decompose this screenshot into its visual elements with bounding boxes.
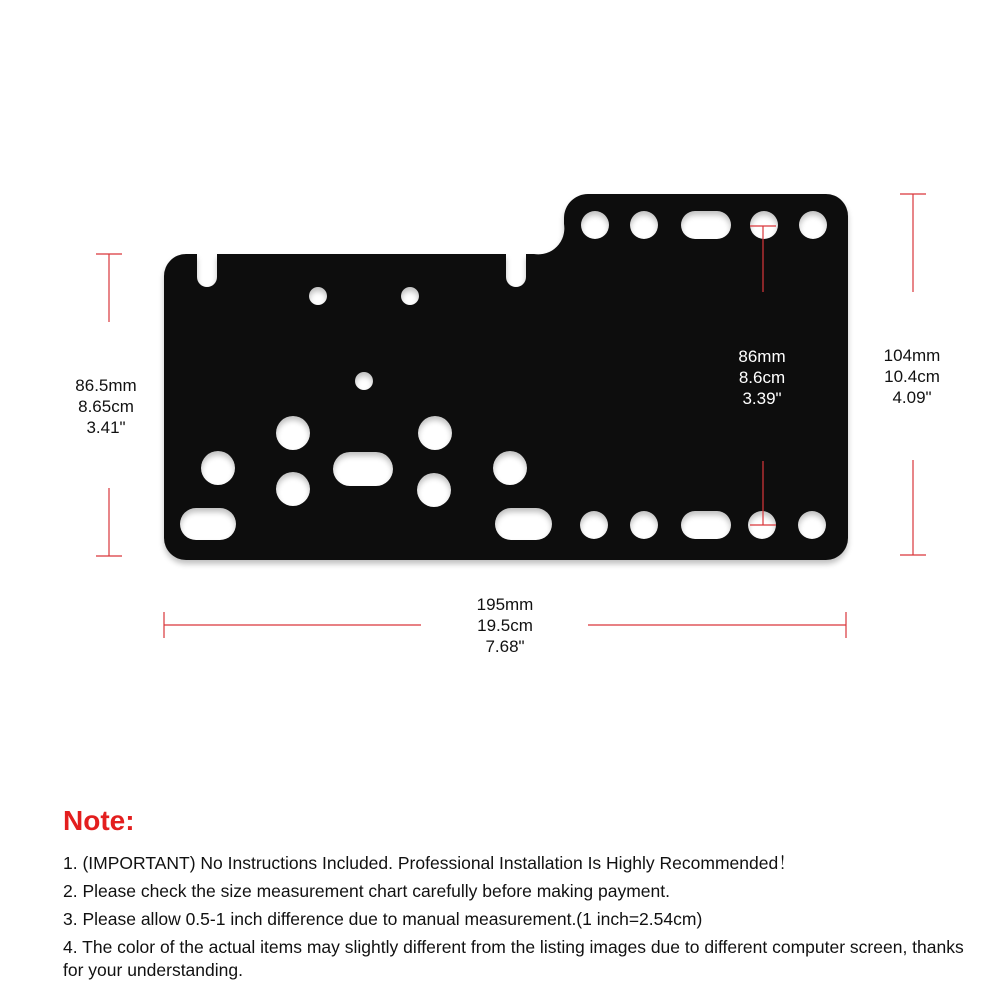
hole-spacing-cm: 8.6cm bbox=[738, 368, 786, 387]
note-item: 4. The color of the actual items may slightly different from the listing images due to different computer screen, thanks for your understanding. bbox=[63, 937, 964, 980]
hole-spacing-mm: 86mm bbox=[738, 347, 786, 366]
note-section bbox=[63, 800, 973, 987]
note-item: 1. (IMPORTANT) No Instructions Included. Professional Installation Is Highly Recommended！ bbox=[63, 853, 796, 873]
left-height-dimension bbox=[75, 254, 136, 556]
left-height-inch: 3.41" bbox=[86, 418, 126, 437]
right-height-mm: 104mm bbox=[883, 346, 941, 365]
note-list bbox=[63, 852, 973, 982]
note-title: Note: bbox=[63, 805, 135, 836]
width-dimension bbox=[164, 595, 846, 656]
left-height-mm: 86.5mm bbox=[75, 376, 137, 395]
hole-spacing-inch: 3.39" bbox=[742, 389, 782, 408]
right-height-cm: 10.4cm bbox=[884, 367, 940, 386]
note-item: 3. Please allow 0.5-1 inch difference due to manual measurement.(1 inch=2.54cm) bbox=[63, 909, 703, 929]
left-height-cm: 8.65cm bbox=[78, 397, 134, 416]
width-inch: 7.68" bbox=[485, 637, 525, 656]
note-item: 2. Please check the size measurement chart carefully before making payment. bbox=[63, 881, 670, 901]
width-mm: 195mm bbox=[476, 595, 534, 614]
right-height-inch: 4.09" bbox=[892, 388, 932, 407]
right-height-dimension bbox=[884, 194, 941, 555]
width-cm: 19.5cm bbox=[477, 616, 533, 635]
